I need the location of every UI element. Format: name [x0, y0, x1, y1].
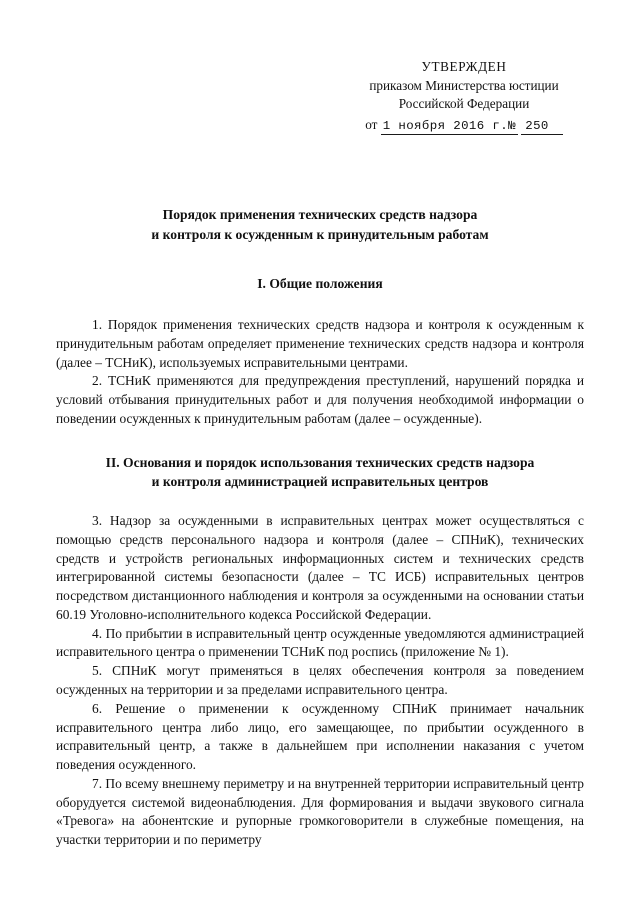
paragraph-3: 3. Надзор за осужденными в исправительных центрах может осуществляться с помощью средств персонального надзора и контроля (далее – СПНиК), технических средств и устройств региональных информационных систем и технических средств интегрированной системы безопасности (далее – ТС ИСБ) исправительных центров посредством дистанционного наблюдения и контроля за осужденными на основании статьи 60.19 Уголовно-исполнительного кодекса Российской Федерации. [56, 513, 584, 622]
section-2-paragraphs [56, 512, 584, 850]
approval-title: УТВЕРЖДЕН [421, 59, 507, 74]
paragraph-7: 7. По всему внешнему периметру и на внутренней территории исправительный центр оборудуется системой видеонаблюдения. Для формирования и выдачи звукового сигнала «Тревога» на абонентские и рупорные громкоговорители в служебные помещения, на участки территории и по периметру [56, 775, 584, 848]
approval-date-value: 1 ноября 2016 г.№ [382, 119, 516, 134]
paragraph-6: 6. Решение о применении к осужденному СПНиК принимает начальник исправительного центра либо лицо, его замещающее, по прибытии осужденного в исправительный центр, а также в дальнейшем при исполнении наказания с учетом поведения осужденного. [56, 700, 584, 773]
date-prefix-label: от [365, 117, 378, 133]
section-heading-1 [56, 274, 584, 294]
paragraph-4: 4. По прибытии в исправительный центр осужденные уведомляются администрацией исправительного центра о применении ТСНиК под роспись (приложение № 1). [56, 625, 584, 660]
section-heading-2-line-2: и контроля администрацией исправительных центров [151, 474, 489, 490]
section-heading-2-line-1: II. Основания и порядок использования технических средств надзора [105, 454, 535, 470]
section-heading-2 [56, 453, 584, 492]
approval-authority-line-1: приказом Министерства юстиции [369, 77, 559, 93]
section-1-paragraphs [56, 316, 584, 429]
document-body [56, 205, 584, 850]
approval-date-line [330, 116, 598, 136]
paragraph-5: 5. СПНиК могут применяться в целях обеспечения контроля за поведением осужденных на территории и за пределами исправительного центра. [56, 663, 584, 697]
document-title-line-1: Порядок применения технических средств надзора [162, 207, 478, 222]
paragraph-2: 2. ТСНиК применяются для предупреждения преступлений, нарушений порядка и условий отбывания принудительных работ и для получения необходимой информации о поведении осужденных к принудительным работам (далее – осужденные). [56, 373, 584, 426]
paragraph-1: 1. Порядок применения технических средств надзора и контроля к осужденным к принудительным работам определяет применение технических средств надзора и контроля (далее – ТСНиК), используемых исправительными центрами. [56, 317, 584, 370]
approval-order-number: 250 [521, 119, 563, 135]
section-heading-1-line-1: I. Общие положения [257, 276, 383, 292]
document-title-line-2: и контроля к осужденным к принудительным работам [151, 226, 489, 242]
approval-authority-line-2: Российской Федерации [398, 96, 530, 112]
approval-block [330, 58, 598, 136]
document-title [56, 205, 584, 244]
